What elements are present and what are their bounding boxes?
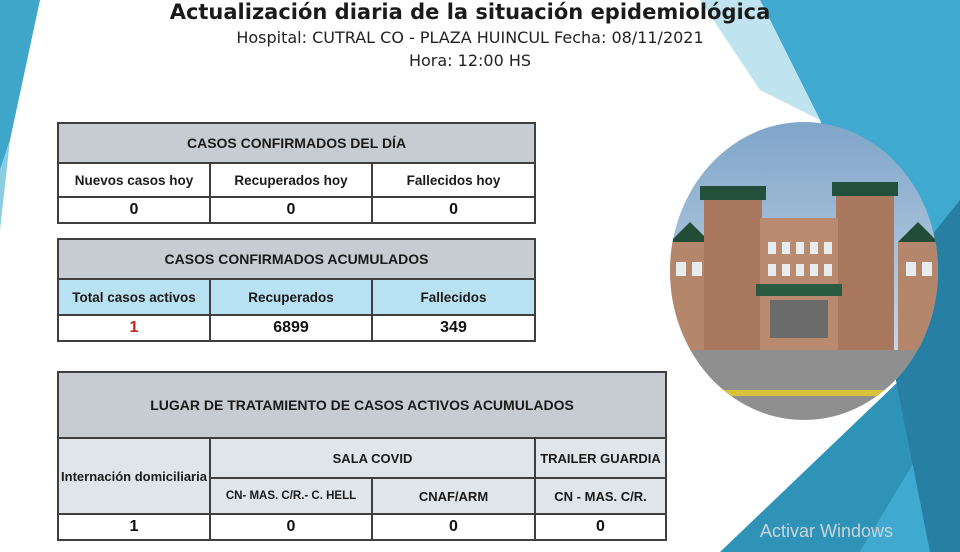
treatment-section-title: LUGAR DE TRATAMIENTO DE CASOS ACTIVOS ACUMULADOS bbox=[58, 372, 666, 438]
report-header bbox=[150, 0, 790, 72]
accumulated-cases-table bbox=[57, 238, 536, 342]
treatment-subheader-cn-mas-hell: CN- MAS. C/R.- C. HELL bbox=[210, 478, 372, 514]
today-cases-table bbox=[57, 122, 536, 224]
accumulated-header-recovered: Recuperados bbox=[210, 279, 372, 315]
treatment-value-cn-mas-hell: 0 bbox=[210, 514, 372, 540]
hospital-building-photo bbox=[670, 122, 938, 420]
today-header-deceased: Fallecidos hoy bbox=[372, 163, 535, 197]
accumulated-value-active: 1 bbox=[58, 315, 210, 341]
today-value-new: 0 bbox=[58, 197, 210, 223]
hospital-building-illustration bbox=[670, 122, 938, 420]
hora-line: Hora: 12:00 HS bbox=[408, 51, 532, 70]
treatment-value-trailer: 0 bbox=[535, 514, 666, 540]
today-header-recovered: Recuperados hoy bbox=[210, 163, 372, 197]
accumulated-header-active: Total casos activos bbox=[58, 279, 210, 315]
accumulated-value-deceased: 349 bbox=[372, 315, 535, 341]
today-value-recovered: 0 bbox=[210, 197, 372, 223]
report-title: Actualización diaria de la situación epidemiológica bbox=[169, 0, 771, 24]
treatment-value-cnaf-arm: 0 bbox=[372, 514, 535, 540]
treatment-subheader-cn-mas: CN - MAS. C/R. bbox=[535, 478, 666, 514]
today-section-title: CASOS CONFIRMADOS DEL DÍA bbox=[58, 123, 535, 163]
accumulated-header-deceased: Fallecidos bbox=[372, 279, 535, 315]
today-value-deceased: 0 bbox=[372, 197, 535, 223]
hospital-line: Hospital: CUTRAL CO - PLAZA HUINCUL Fecha: 08/11/2021 bbox=[236, 28, 704, 47]
treatment-header-sala-covid: SALA COVID bbox=[210, 438, 535, 478]
accumulated-value-recovered: 6899 bbox=[210, 315, 372, 341]
treatment-header-internacion: Internación domiciliaria bbox=[58, 438, 210, 514]
treatment-location-table bbox=[57, 371, 667, 541]
treatment-header-trailer: TRAILER GUARDIA bbox=[535, 438, 666, 478]
activation-watermark: Activar Windows bbox=[760, 521, 894, 541]
treatment-value-internacion: 1 bbox=[58, 514, 210, 540]
accumulated-section-title: CASOS CONFIRMADOS ACUMULADOS bbox=[58, 239, 535, 279]
today-header-new: Nuevos casos hoy bbox=[58, 163, 210, 197]
treatment-subheader-cnaf-arm: CNAF/ARM bbox=[372, 478, 535, 514]
